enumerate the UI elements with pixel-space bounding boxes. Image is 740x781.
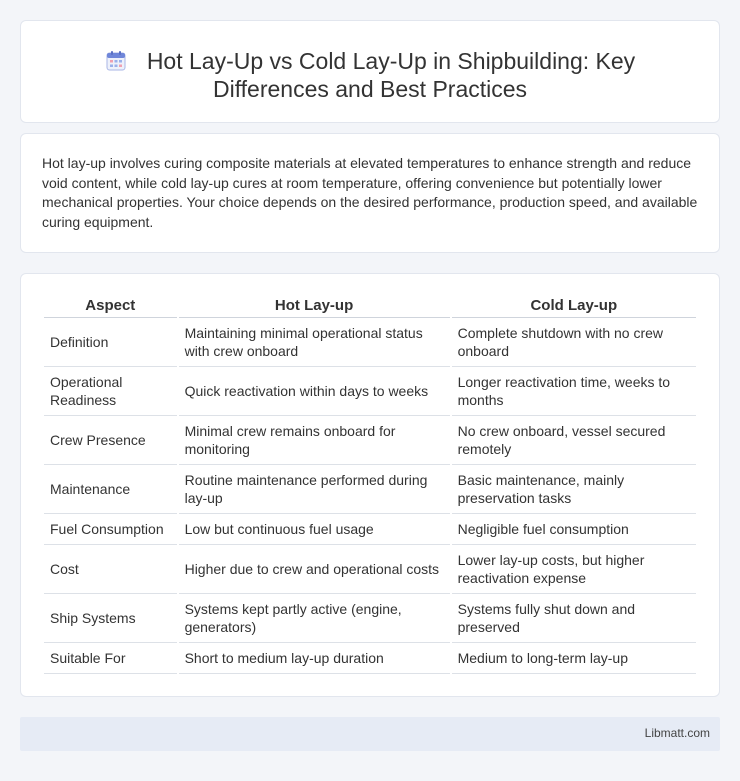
table-header-row (44, 294, 696, 318)
table-row (44, 514, 696, 545)
footer-bar (20, 717, 720, 751)
title-line-1: Hot Lay-Up vs Cold Lay-Up in Shipbuilding: Key (146, 48, 636, 74)
comparison-table (42, 294, 698, 674)
cell-hot: Routine maintenance performed during lay-up (179, 465, 450, 514)
cell-aspect: Definition (44, 318, 177, 367)
cell-cold: Negligible fuel consumption (452, 514, 696, 545)
cell-cold: Medium to long-term lay-up (452, 643, 696, 674)
intro-card (20, 133, 720, 253)
cell-cold: Lower lay-up costs, but higher reactivation expense (452, 545, 696, 594)
cell-aspect: Operational Readiness (44, 367, 177, 416)
cell-hot: Minimal crew remains onboard for monitoring (179, 416, 450, 465)
cell-hot: Systems kept partly active (engine, generators) (179, 594, 450, 643)
cell-aspect: Suitable For (44, 643, 177, 674)
cell-cold: Complete shutdown with no crew onboard (452, 318, 696, 367)
cell-hot: Quick reactivation within days to weeks (179, 367, 450, 416)
cell-cold: Systems fully shut down and preserved (452, 594, 696, 643)
page-title (21, 47, 719, 103)
cell-aspect: Ship Systems (44, 594, 177, 643)
title-line-2: Differences and Best Practices (212, 76, 528, 102)
table-row (44, 416, 696, 465)
cell-cold: No crew onboard, vessel secured remotely (452, 416, 696, 465)
cell-hot: Short to medium lay-up duration (179, 643, 450, 674)
table-row (44, 367, 696, 416)
cell-aspect: Cost (44, 545, 177, 594)
table-row (44, 465, 696, 514)
table-row (44, 643, 696, 674)
title-card (20, 20, 720, 123)
header-cold-lay-up: Cold Lay-up (452, 294, 696, 318)
cell-cold: Longer reactivation time, weeks to months (452, 367, 696, 416)
cell-hot: Maintaining minimal operational status with crew onboard (179, 318, 450, 367)
table-row (44, 594, 696, 643)
cell-aspect: Maintenance (44, 465, 177, 514)
cell-aspect: Crew Presence (44, 416, 177, 465)
cell-hot: Higher due to crew and operational costs (179, 545, 450, 594)
calendar-icon (105, 50, 127, 72)
header-aspect: Aspect (44, 294, 177, 318)
cell-hot: Low but continuous fuel usage (179, 514, 450, 545)
cell-cold: Basic maintenance, mainly preservation tasks (452, 465, 696, 514)
table-row (44, 545, 696, 594)
footer-site-link[interactable]: Libmatt.com (644, 726, 710, 740)
comparison-table-card (20, 273, 720, 697)
cell-aspect: Fuel Consumption (44, 514, 177, 545)
header-hot-lay-up: Hot Lay-up (179, 294, 450, 318)
intro-paragraph: Hot lay-up involves curing composite materials at elevated temperatures to enhance strength and reduce void content, while cold lay-up cures at room temperature, offering convenience but potentially lower mechanical properties. Your choice depends on the desired performance, production speed, and available curing equipment. (42, 155, 698, 230)
table-row (44, 318, 696, 367)
